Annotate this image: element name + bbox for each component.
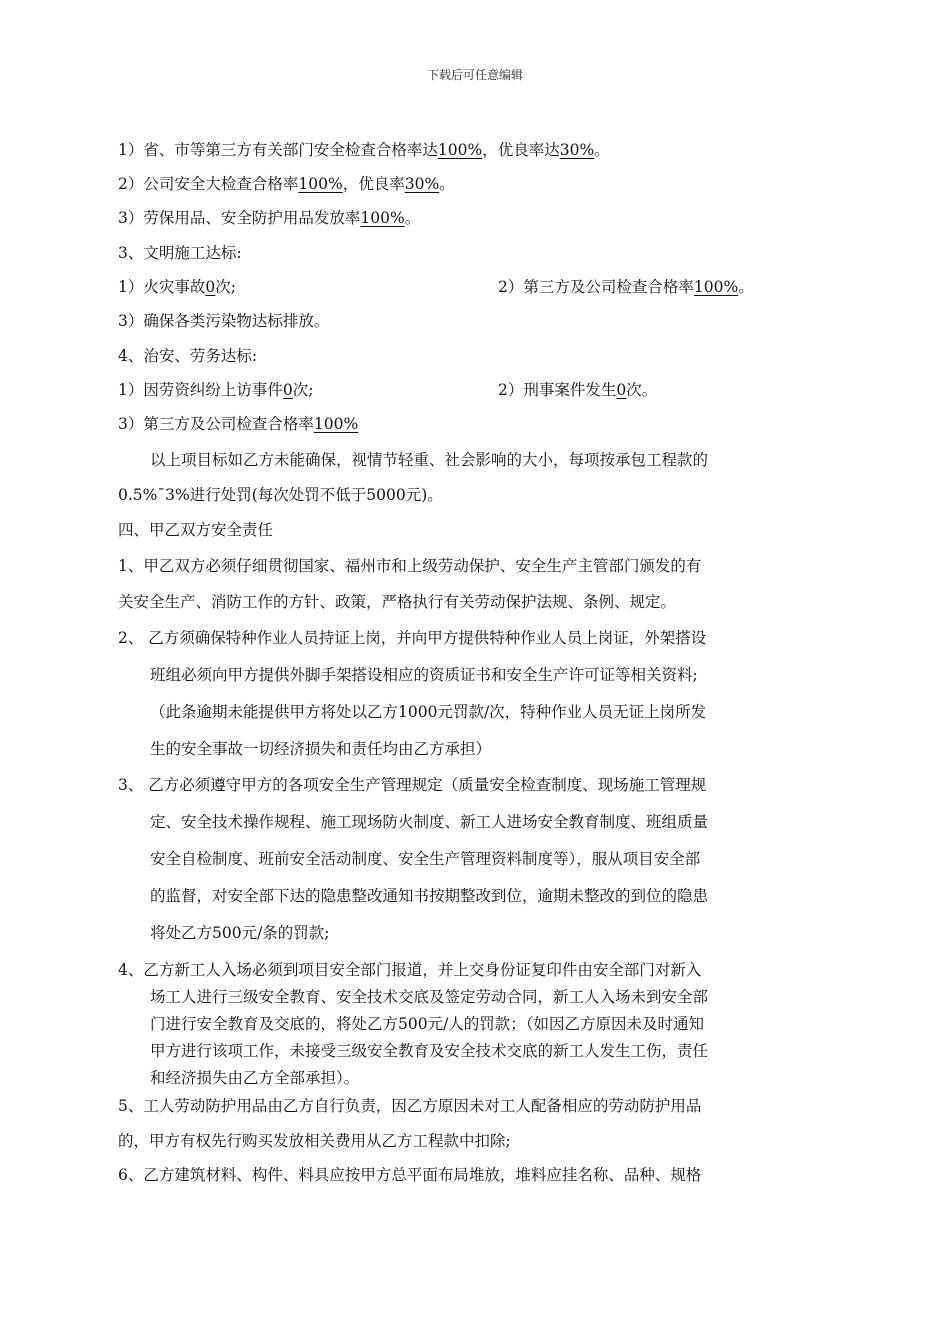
text-line: 3）劳保用品、安全防护用品发放率100%。 xyxy=(118,209,421,227)
text-line: 2）公司安全大检查合格率100%，优良率30%。 xyxy=(118,175,455,193)
paragraph-line: 安全自检制度、班前安全活动制度、安全生产管理资料制度等），服从项目安全部 xyxy=(150,850,701,868)
paragraph-line: 定、安全技术操作规程、施工现场防火制度、新工人进场安全教育制度、班组质量 xyxy=(150,813,709,831)
paragraph-line: 0.5%¯3%进行处罚(每次处罚不低于5000元)。 xyxy=(118,486,443,504)
paragraph-line: 2、 乙方须确保特种作业人员持证上岗，并向甲方提供特种作业人员上岗证，外架搭设 xyxy=(118,629,707,647)
paragraph-line: 以上项目标如乙方未能确保，视情节轻重、社会影响的大小，每项按承包工程款的 xyxy=(150,451,709,469)
paragraph-line: 和经济损失由乙方全部承担）。 xyxy=(150,1069,360,1087)
paragraph-line: 班组必须向甲方提供外脚手架搭设相应的资质证书和安全生产许可证等相关资料; xyxy=(150,666,698,684)
text-line: 2）刑事案件发生0次。 xyxy=(498,381,658,399)
text-line: 3）第三方及公司检查合格率100% xyxy=(118,415,359,433)
page-header: 下载后可任意编辑 xyxy=(426,68,523,82)
paragraph-line: 甲方进行该项工作，未接受三级安全教育及安全技术交底的新工人发生工伤，责任 xyxy=(150,1042,709,1060)
text-line: 3）确保各类污染物达标排放。 xyxy=(118,312,330,330)
paragraph-line: 的监督，对安全部下达的隐患整改通知书按期整改到位，逾期未整改的到位的隐患 xyxy=(150,887,709,905)
text-line: 1）火灾事故0次; xyxy=(118,278,236,296)
paragraph-line: 生的安全事故一切经济损失和责任均由乙方承担） xyxy=(150,740,492,758)
paragraph-line: （此条逾期未能提供甲方将处以乙方1000元罚款/次，特种作业人员无证上岗所发 xyxy=(150,703,707,721)
paragraph-line: 门进行安全教育及交底的，将处乙方500元/人的罚款；（如因乙方原因未及时通知 xyxy=(150,1015,705,1033)
paragraph-line: 1、甲乙双方必须仔细贯彻国家、福州市和上级劳动保护、安全生产主管部门颁发的有 xyxy=(118,557,702,575)
paragraph-line: 将处乙方500元/条的罚款; xyxy=(150,924,330,942)
paragraph-line: 6、乙方建筑材料、构件、料具应按甲方总平面布局堆放，堆料应挂名称、品种、规格 xyxy=(118,1166,702,1184)
section-heading: 四、甲乙双方安全责任 xyxy=(118,521,274,539)
paragraph-line: 4、乙方新工人入场必须到项目安全部门报道，并上交身份证复印件由安全部门对新入 xyxy=(118,961,702,979)
section-heading: 3、文明施工达标: xyxy=(118,244,242,262)
paragraph-line: 3、 乙方必须遵守甲方的各项安全生产管理规定（质量安全检查制度、现场施工管理规 xyxy=(118,776,707,794)
paragraph-line: 的，甲方有权先行购买发放相关费用从乙方工程款中扣除; xyxy=(118,1132,511,1150)
paragraph-line: 场工人进行三级安全教育、安全技术交底及签定劳动合同，新工人入场未到安全部 xyxy=(150,988,709,1006)
section-heading: 4、治安、劳务达标: xyxy=(118,347,258,365)
text-line: 1）省、市等第三方有关部门安全检查合格率达100%，优良率达30%。 xyxy=(118,141,610,159)
text-line: 2）第三方及公司检查合格率100%。 xyxy=(498,278,754,296)
paragraph-line: 关安全生产、消防工作的方针、政策，严格执行有关劳动保护法规、条例、规定。 xyxy=(118,593,677,611)
paragraph-line: 5、工人劳动防护用品由乙方自行负责，因乙方原因未对工人配备相应的劳动防护用品 xyxy=(118,1097,702,1115)
text-line: 1）因劳资纠纷上访事件0次; xyxy=(118,381,314,399)
